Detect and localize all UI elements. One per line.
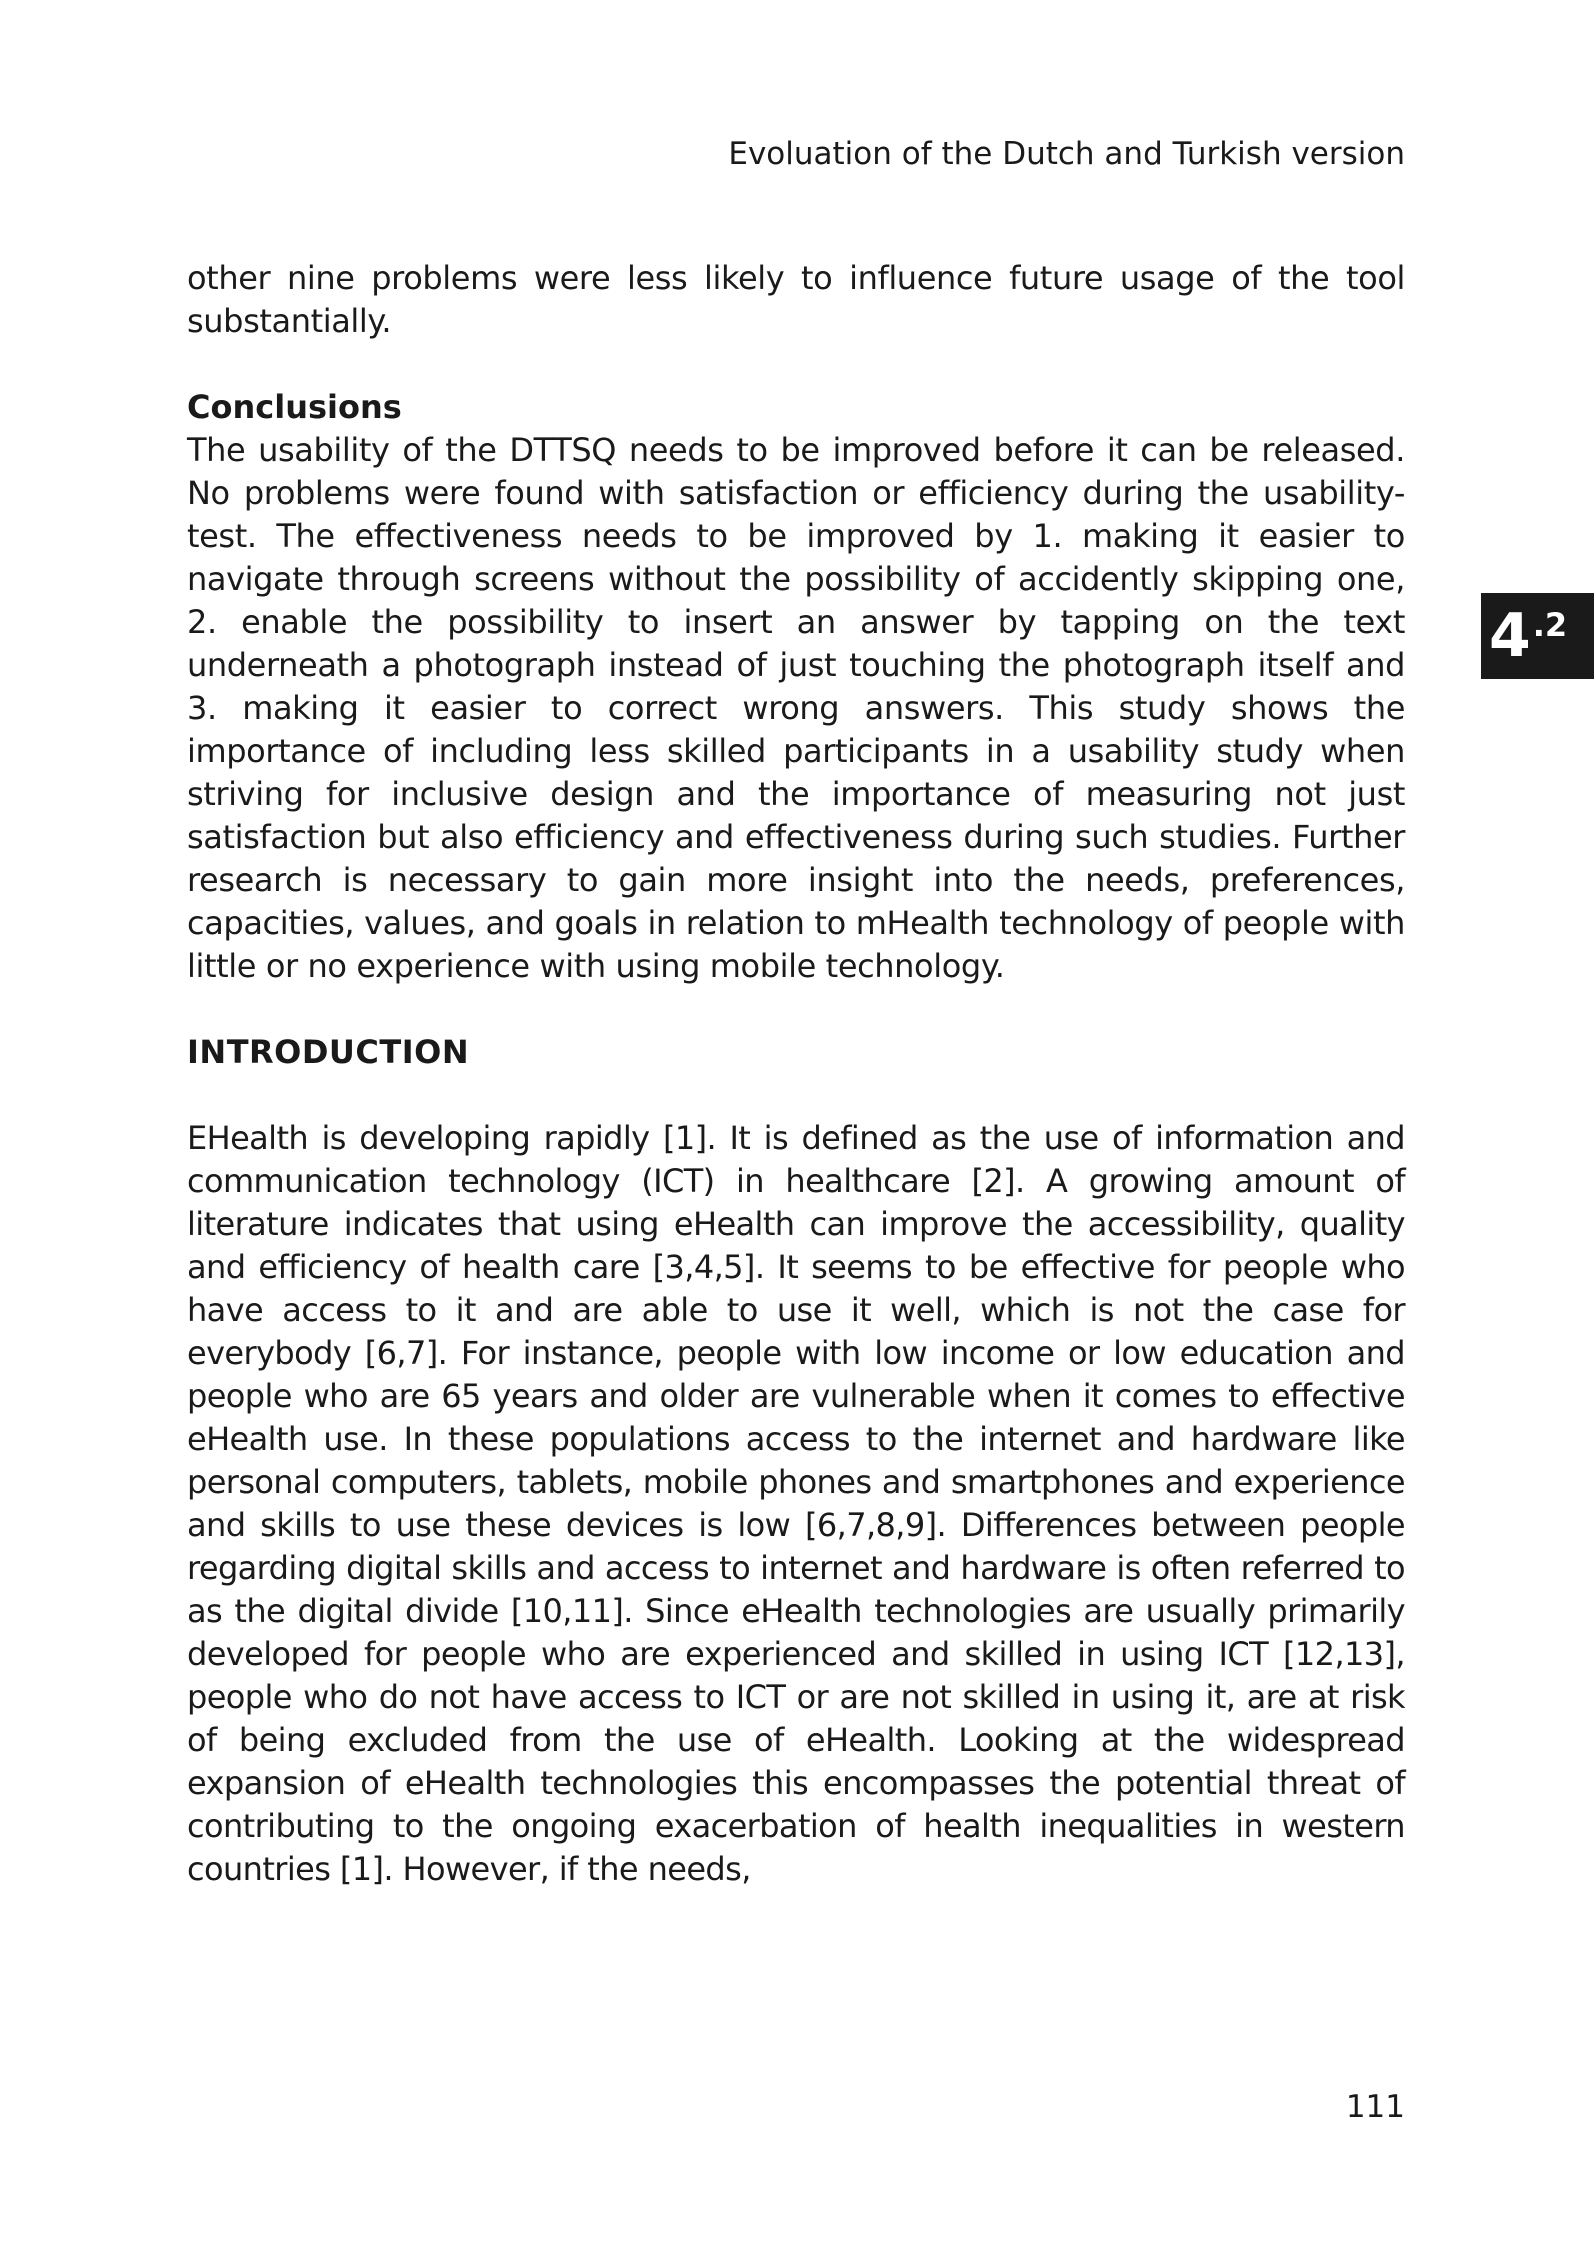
section-number: .2 — [1532, 606, 1568, 644]
running-header: Evoluation of the Dutch and Turkish version — [728, 136, 1405, 172]
page-number: 111 — [1345, 2089, 1405, 2125]
section-spacer — [187, 1074, 1405, 1117]
main-text — [187, 257, 1405, 1891]
conclusions-heading: Conclusions — [187, 388, 402, 426]
introduction-heading: INTRODUCTION — [187, 1033, 470, 1071]
chapter-tab — [1481, 593, 1594, 679]
conclusions-paragraph: The usability of the DTTSQ needs to be improved before it can be released. No problems were found with satisfaction or efficiency during the usability-test. The effectiveness needs to be improved by 1. making it easier to navigate through screens without the possibility of accidently skipping one, 2. enable the possibility to insert an answer by tapping on the text underneath a photograph instead of just touching the photograph itself and 3. making it easier to correct wrong answers. This study shows the importance of including less skilled participants in a usability study when striving for inclusive design and the importance of measuring not just satisfaction but also efficiency and effectiveness during such studies. Further research is necessary to gain more insight into the needs, preferences, capacities, values, and goals in relation to mHealth technology of people with little or no experience with using mobile technology. — [187, 431, 1405, 985]
introduction-paragraph: EHealth is developing rapidly [1]. It is defined as the use of information and communication technology (ICT) in healthcare [2]. A growing amount of literature indicates that using eHealth can improve the accessibility, quality and efficiency of health care [3,4,5]. It seems to be effective for people who have access to it and are able to use it well, which is not the case for everybody [6,7]. For instance, people with low income or low education and people who are 65 years and older are vulnerable when it comes to effective eHealth use. In these populations access to the internet and hardware like personal computers, tablets, mobile phones and smartphones and experience and skills to use these devices is low [6,7,8,9]. Differences between people regarding digital skills and access to internet and hardware is often referred to as the digital divide [10,11]. Since eHealth technologies are usually primarily developed for people who are experienced and skilled in using ICT [12,13], people who do not have access to ICT or are not skilled in using it, are at risk of being excluded from the use of eHealth. Looking at the widespread expansion of eHealth technologies this encompasses the potential threat of contributing to the ongoing exacerbation of health inequalities in western countries [1]. However, if the needs, — [187, 1119, 1405, 1888]
chapter-number: 4 — [1489, 601, 1531, 671]
opening-paragraph: other nine problems were less likely to influence future usage of the tool substantially. — [187, 259, 1405, 340]
